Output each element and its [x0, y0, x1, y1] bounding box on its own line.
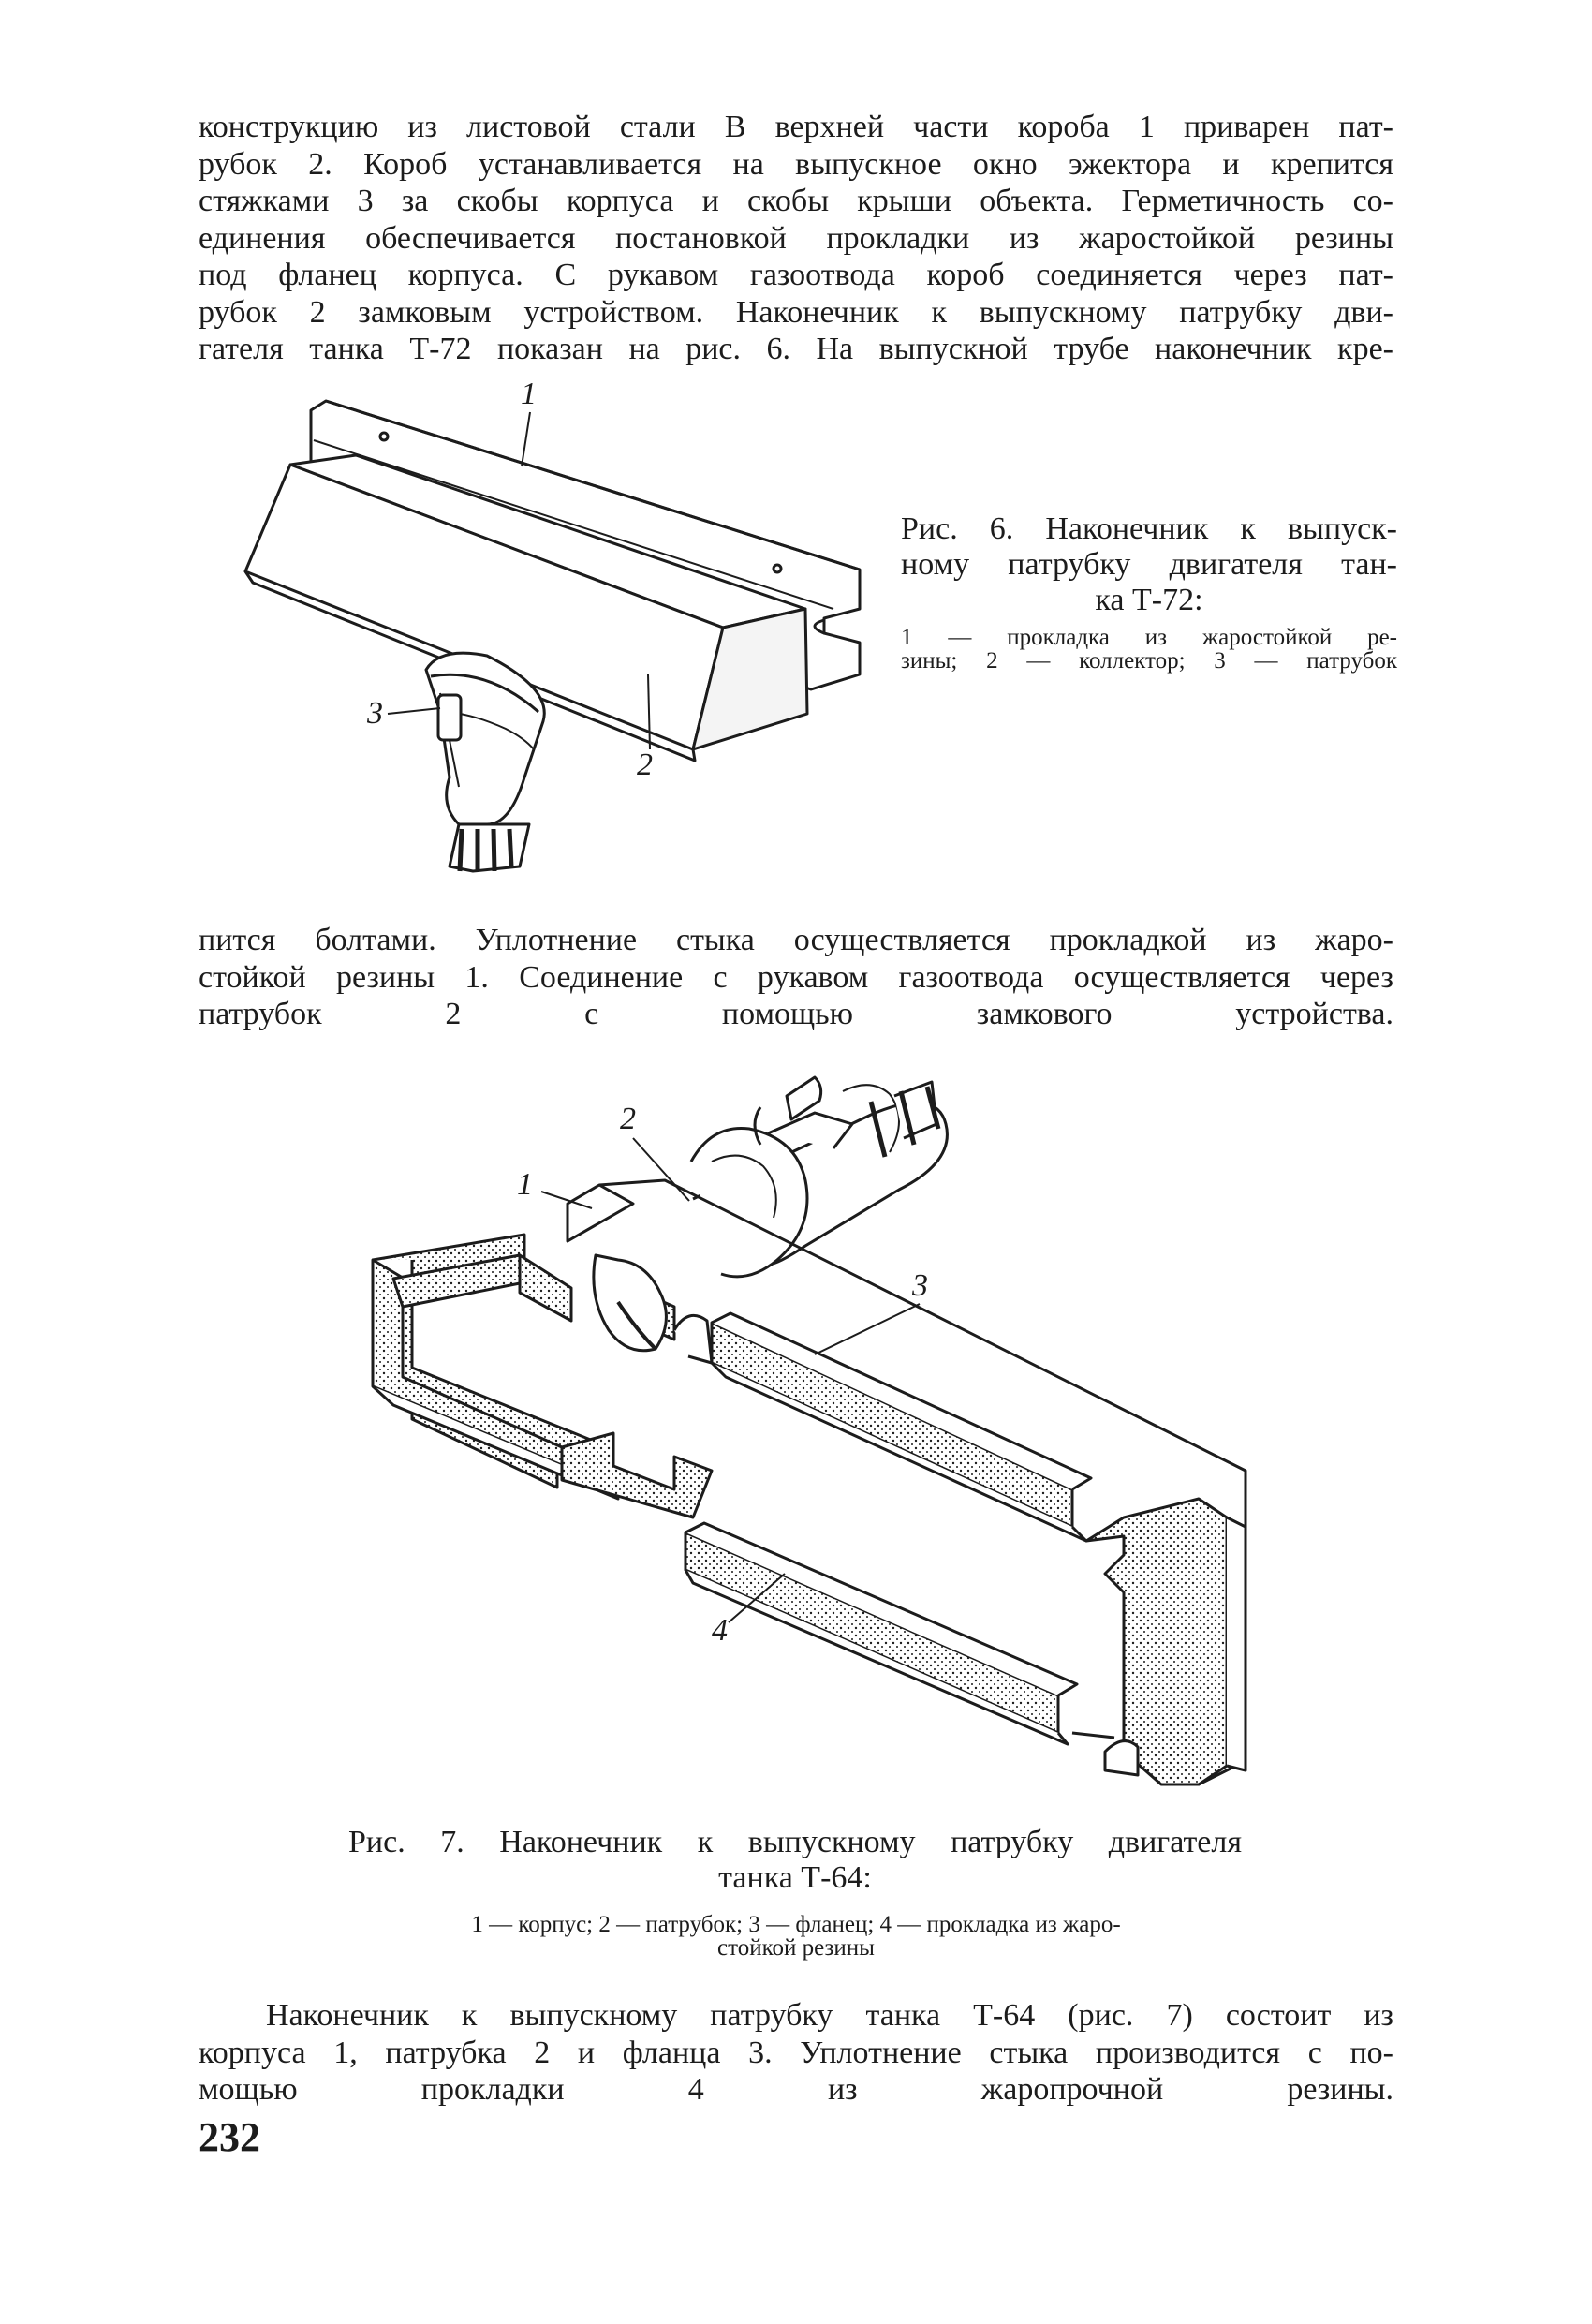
text-line: конструкцию из листовой стали В верхней части короба 1 приварен пат- [199, 110, 1393, 144]
text-line: единения обеспечивается постановкой прокладки из жаростойкой резины [199, 220, 1393, 256]
text-line: мощью прокладки 4 из жаропрочной резины. [199, 2072, 1393, 2107]
fig6-label-3: 3 [367, 696, 383, 731]
text-line: Наконечник к выпускному патрубку танка Т-64 (рис. 7) состоит из [266, 1998, 1393, 2033]
caption-line: ному патрубку двигателя тан- [901, 547, 1397, 582]
fig6-label-2: 2 [637, 748, 653, 782]
caption-line: Рис. 7. Наконечник к выпускному патрубку двигателя [348, 1825, 1242, 1859]
figure7-caption [348, 1825, 1242, 1896]
legend-line: 1 — прокладка из жаростойкой ре- [901, 625, 1397, 650]
legend-line: зины; 2 — коллектор; 3 — патрубок [901, 648, 1397, 674]
fig7-label-1: 1 [517, 1167, 533, 1202]
text-line: стяжками 3 за скобы корпуса и скобы крыши объекта. Герметичность со- [199, 184, 1393, 218]
caption-line: Рис. 6. Наконечник к выпуск- [901, 511, 1397, 546]
page-number: 232 [199, 2114, 260, 2160]
paragraph-bottom [199, 1997, 1393, 2109]
text-line: рубок 2. Короб устанавливается на выпускное окно эжектора и крепится [199, 146, 1393, 182]
text-line: рубок 2 замковым устройством. Наконечник к выпускному патрубку дви- [199, 294, 1393, 330]
text-line: патрубок 2 с помощью замкового устройства. [199, 997, 1393, 1031]
text-line: корпуса 1, патрубка 2 и фланца 3. Уплотнение стыка производится с по- [199, 2035, 1393, 2070]
caption-line: танка Т-64: [718, 1860, 872, 1895]
text-line: под фланец корпуса. С рукавом газоотвода короб соединяется через пат- [199, 258, 1393, 292]
caption-line: ка Т-72: [1095, 583, 1203, 617]
legend-line: 1 — корпус; 2 — патрубок; 3 — фланец; 4 — прокладка из жаро- [471, 1912, 1121, 1937]
legend-line: стойкой резины [717, 1935, 875, 1961]
text-line: пится болтами. Уплотнение стыка осуществляется прокладкой из жаро- [199, 923, 1393, 957]
text-line: стойкой резины 1. Соединение с рукавом газоотвода осуществляется через [199, 959, 1393, 995]
fig6-label-1: 1 [521, 377, 537, 411]
fig7-label-2: 2 [620, 1102, 636, 1136]
text-line: гателя танка Т-72 показан на рис. 6. На выпускной трубе наконечник кре- [199, 332, 1393, 366]
figure7-legend [356, 1913, 1236, 1960]
fig7-label-3: 3 [912, 1268, 928, 1303]
fig7-label-4: 4 [712, 1613, 728, 1648]
